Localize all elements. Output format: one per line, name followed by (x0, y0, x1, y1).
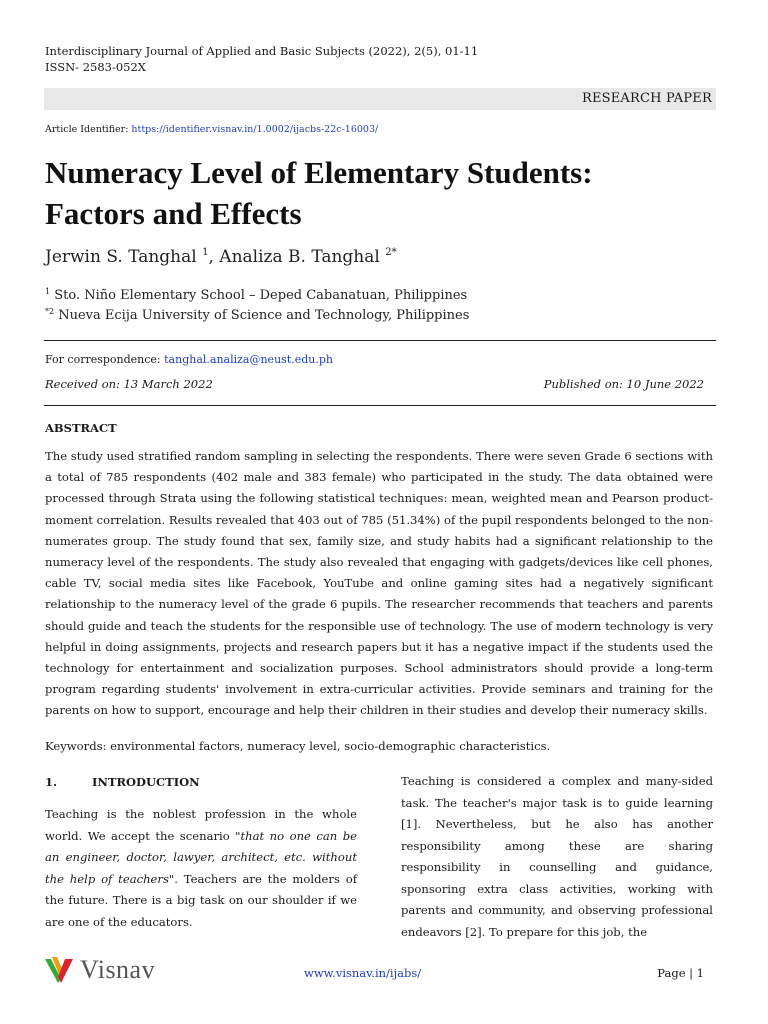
affiliation-1 (45, 287, 467, 303)
identifier-label: Article Identifier: (45, 124, 129, 135)
issn: ISSN- 2583-052X (45, 60, 146, 74)
divider-bottom (44, 405, 716, 406)
affiliation-2 (45, 307, 469, 323)
abstract-text: The study used stratified random sampling in selecting the respondents. There were seven Grade 6 sections with a total of 785 respondents (402 male and 383 female) who participated in the study. The data obtained were processed through Strata using the following statistical techniques: mean, weighted mean and Pearson product-moment correlation. Results revealed that 403 out of 785 (51.34%) of the pupil respondents belonged to the non-numerates group. The study found that sex, family size, and study habits had a significant relationship to the numeracy level of the respondents. The study also revealed that engaging with gadgets/devices like cell phones, cable TV, social media sites like Facebook, YouTube and online gaming sites had a negatively significant relationship to the numeracy level of the grade 6 pupils. The researcher recommends that teachers and parents should guide and teach the students for the responsible use of technology. The use of modern technology is very helpful in doing assignments, projects and research papers but it has a negative impact if the students used the technology for entertainment and socialization purposes. School administrators should provide a long-term program regarding students' involvement in extra-curricular activities. Provide seminars and training for the parents on how to support, encourage and help their children in their studies and develop their numeracy skills. (45, 449, 713, 718)
published-date: Published on: 10 June 2022 (543, 377, 704, 391)
visnav-logo-text: Visnav (80, 955, 156, 984)
keywords: Keywords: environmental factors, numeracy level, socio-demographic characteristics. (45, 739, 551, 753)
affiliation-1-sup: 1 (45, 287, 51, 296)
author-1-sup: 1 (202, 247, 209, 258)
journal-citation: Interdisciplinary Journal of Applied and Basic Subjects (2022), 2(5), 01-11 (45, 44, 479, 58)
section-banner (44, 88, 716, 110)
footer-url[interactable]: www.visnav.in/ijabs/ (304, 966, 422, 980)
author-2-sup: 2* (385, 247, 397, 258)
abstract-heading: ABSTRACT (45, 421, 117, 435)
received-date: Received on: 13 March 2022 (45, 377, 213, 391)
correspondence-email[interactable]: tanghal.analiza@neust.edu.ph (164, 353, 333, 366)
author-2: , Analiza B. Tanghal (208, 247, 380, 267)
affiliation-1-text: Sto. Niño Elementary School – Deped Cabanatuan, Philippines (54, 288, 468, 303)
divider-top (44, 340, 716, 341)
intro-paragraph-1 (45, 804, 357, 933)
intro-number: 1. (45, 775, 58, 789)
intro-p1-end: ". Teachers are the molders of the future. There is a big task on our shoulder if we are one of the educators. (45, 871, 357, 929)
visnav-logo-icon (45, 957, 77, 987)
identifier-link[interactable]: https://identifier.visnav.in/1.0002/ijacbs-22c-16003/ (131, 124, 379, 135)
intro-p1-italic: that no one can be an engineer, doctor, lawyer, architect, etc. without the help of teachers (45, 828, 357, 886)
intro-heading: INTRODUCTION (92, 775, 200, 789)
page-number: Page | 1 (657, 966, 704, 980)
correspondence-label: For correspondence: (45, 353, 161, 366)
author-1: Jerwin S. Tanghal (45, 247, 197, 267)
title-line-1: Numeracy Level of Elementary Students: (45, 155, 593, 190)
correspondence (45, 353, 333, 366)
affiliation-2-sup: *2 (45, 307, 55, 316)
title-line-2: Factors and Effects (45, 196, 302, 231)
paper-title (45, 152, 725, 234)
affiliation-2-text: Nueva Ecija University of Science and Technology, Philippines (58, 308, 470, 323)
intro-p1-start: Teaching is the noblest profession in the whole world. We accept the scenario " (45, 807, 357, 843)
intro-paragraph-2: Teaching is considered a complex and many-sided task. The teacher's major task is to guide learning [1]. Nevertheless, but he also has another responsibility among these are sharing responsibility in counselling and guidance, sponsoring extra class activities, working with parents and community, and observing professional endeavors [2]. To prepare for this job, the (401, 774, 713, 939)
article-identifier (45, 124, 378, 135)
authors (45, 247, 397, 267)
section-label: RESEARCH PAPER (581, 91, 712, 106)
